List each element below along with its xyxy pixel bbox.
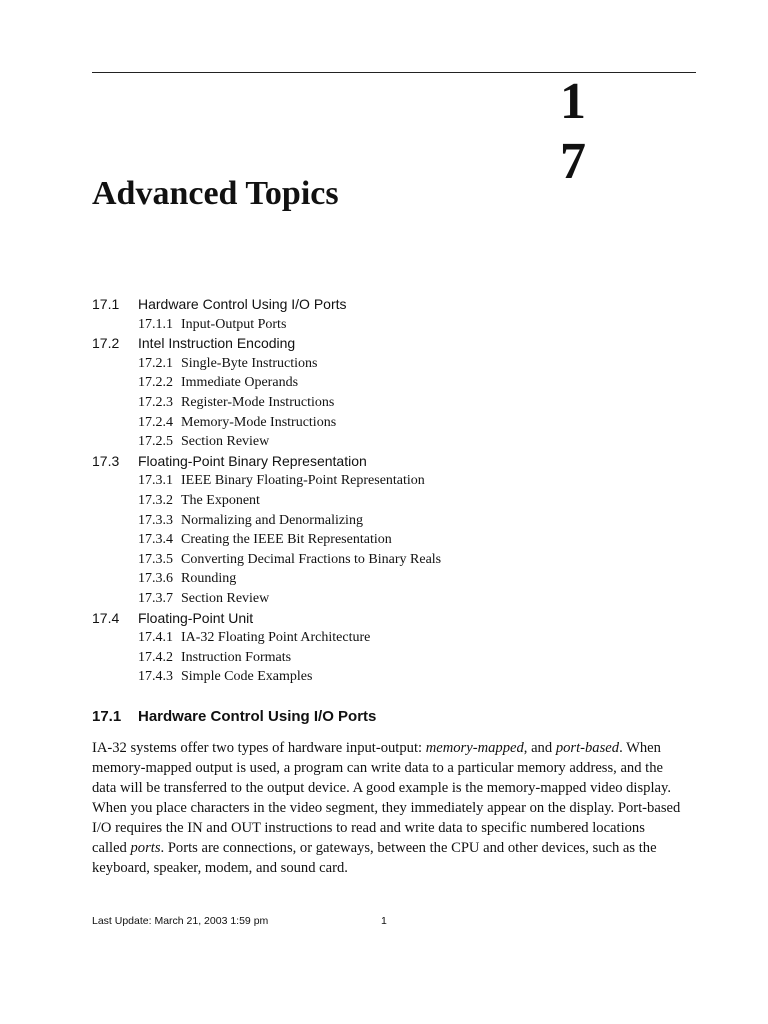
toc-subsection [92,491,692,511]
paragraph-text: . Ports are connections, or gateways, between the CPU and other devices, such as the keyboard, speaker, modem, and sound card. [92,840,657,876]
toc-subsection [92,315,692,335]
toc-section [92,609,692,629]
toc-subsection [92,373,692,393]
toc-subsection-title: Register-Mode Instructions [181,394,335,410]
toc-section-title: Floating-Point Binary Representation [138,452,367,469]
toc-section-number: 17.4 [92,609,120,626]
toc-section [92,452,692,472]
section-paragraph [92,738,682,878]
toc-subsection-number: 17.4.1 [138,630,173,646]
toc-subsection-number: 17.3.4 [138,532,173,548]
toc-subsection [92,354,692,374]
chapter-number: 1 7 [560,73,612,190]
toc-subsection-title: Single-Byte Instructions [181,355,318,371]
toc-section [92,334,692,354]
toc-subsection-number: 17.2.2 [138,375,173,391]
toc-section-title: Intel Instruction Encoding [138,335,296,352]
toc-subsection [92,667,692,687]
toc-subsection-number: 17.3.3 [138,512,173,528]
section-number: 17.1 [92,708,122,725]
section-heading [92,707,376,727]
footer-page-number: 1 [381,915,387,927]
toc-subsection-title: Instruction Formats [181,649,292,665]
toc-subsection [92,550,692,570]
toc-subsection [92,648,692,668]
toc-subsection-number: 17.3.6 [138,571,173,587]
toc-subsection-number: 17.2.5 [138,434,173,450]
toc-subsection [92,530,692,550]
paragraph-emphasis: port-based [555,740,620,756]
paragraph-emphasis: ports [130,840,161,856]
toc-subsection-title: Rounding [181,571,237,587]
toc-subsection-title: IEEE Binary Floating-Point Representation [181,473,425,489]
toc-subsection [92,393,692,413]
chapter-title: Advanced Topics [92,175,339,212]
toc-subsection-title: IA-32 Floating Point Architecture [181,630,371,646]
toc-subsection-title: Immediate Operands [181,375,299,391]
toc-subsection-title: Normalizing and Denormalizing [181,512,363,528]
toc-subsection-number: 17.1.1 [138,316,173,332]
toc-subsection [92,432,692,452]
toc-subsection [92,413,692,433]
toc-section-title: Hardware Control Using I/O Ports [138,296,347,312]
toc-subsection-number: 17.3.2 [138,492,173,508]
toc-subsection-title: Converting Decimal Fractions to Binary Reals [181,551,442,567]
toc-subsection [92,569,692,589]
toc-section-number: 17.1 [92,296,120,312]
toc-subsection [92,511,692,531]
toc-subsection-number: 17.2.1 [138,355,173,371]
toc-subsection-title: Memory-Mode Instructions [181,414,337,430]
section-title: Hardware Control Using I/O Ports [138,708,377,725]
toc-subsection [92,628,692,648]
toc-subsection-title: Section Review [181,434,270,450]
paragraph-text: IA-32 systems offer two types of hardware input-output: [92,740,426,756]
toc-subsection-number: 17.4.3 [138,669,173,685]
footer-last-update: Last Update: March 21, 2003 1:59 pm [92,915,269,927]
table-of-contents [92,295,692,687]
paragraph-text: , and [523,740,556,756]
toc-subsection [92,471,692,491]
paragraph-emphasis: memory-mapped [425,740,524,756]
toc-subsection-number: 17.3.1 [138,473,173,489]
toc-subsection-title: The Exponent [181,492,260,508]
toc-subsection-title: Input-Output Ports [181,316,287,332]
toc-section [92,295,692,315]
toc-subsection-number: 17.2.3 [138,394,173,410]
toc-subsection-title: Creating the IEEE Bit Representation [181,532,392,548]
toc-section-number: 17.2 [92,335,120,352]
paragraph-text: . When memory-mapped output is used, a program can write data to a particular memory address, and the data will be transferred to the output device. A good example is the memory-mapped video display. When you place characters in the video segment, they immediately appear on the display. Port-based I/O requires the IN and OUT instructions to read and write data to specific numbered locations called [92,740,681,856]
toc-subsection [92,589,692,609]
toc-subsection-number: 17.4.2 [138,649,173,665]
toc-section-title: Floating-Point Unit [138,609,254,626]
toc-subsection-number: 17.3.7 [138,590,173,606]
toc-section-number: 17.3 [92,452,120,469]
toc-subsection-number: 17.3.5 [138,551,173,567]
toc-subsection-number: 17.2.4 [138,414,173,430]
toc-subsection-title: Simple Code Examples [181,669,313,685]
toc-subsection-title: Section Review [181,590,270,606]
